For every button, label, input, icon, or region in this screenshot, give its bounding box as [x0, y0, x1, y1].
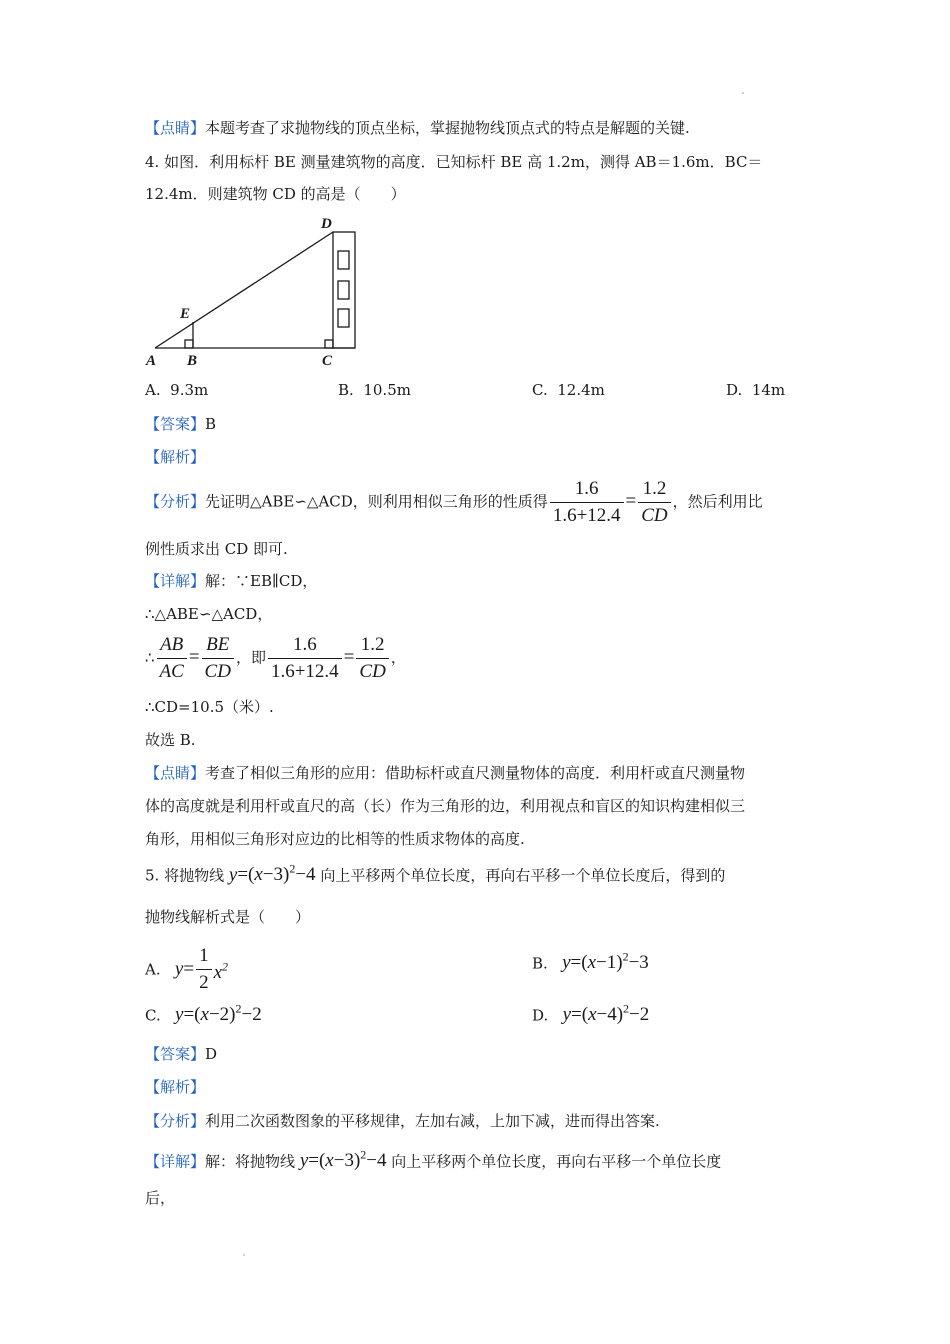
q5-fenxi-text: 利用二次函数图象的平移规律，左加右减，上加下减，进而得出答案. [205, 1112, 660, 1130]
q5-xiangjie [145, 1148, 721, 1172]
q5-answer-value: D [205, 1045, 218, 1063]
label-e: E [180, 306, 191, 322]
q4-stem-line2: 12.4m．则建筑物 CD 的高是（ ） [145, 185, 406, 203]
q4-fenxi [145, 478, 763, 527]
q5-stem-expr: y [228, 864, 238, 886]
q4-step2-mid: ，即 [235, 648, 266, 667]
q4-step4: 故选 B. [145, 731, 196, 749]
right-angle-c [325, 340, 333, 348]
q4-step2-frac3 [268, 634, 342, 683]
q5-xiangjie-line2: 后， [145, 1189, 176, 1207]
q5-fenxi-tag: 【分析】 [145, 1112, 206, 1130]
window-3 [338, 309, 349, 327]
q5-option-a-frac-num: 1 [196, 945, 212, 970]
q3-tip [145, 117, 690, 138]
q4-stem-line1: 4. 如图．利用标杆 BE 测量建筑物的高度．已知标杆 BE 高 1.2m，测得 AB＝1.6m．BC＝ [145, 153, 763, 171]
q5-option-a[interactable] [145, 945, 228, 994]
q4-option-b-key: B. [338, 381, 354, 399]
corner-dot-bottom [243, 1254, 245, 1256]
q5-option-a-frac [196, 945, 212, 994]
q5-option-c-key: C. [145, 1006, 161, 1025]
q5-option-d-expr: $y=(x-4)^2-2$ [562, 1002, 650, 1026]
q4-option-c-key: C. [532, 381, 548, 399]
label-c: C [322, 353, 333, 369]
label-d: D [321, 216, 332, 232]
q5-xiangjie-expr: $y=(x-3)^2-4$ [299, 1148, 387, 1172]
label-a: A [146, 353, 157, 369]
q4-tip-line1 [145, 762, 745, 783]
q4-fenxi-frac2-den: CD [641, 505, 668, 526]
q4-option-a[interactable] [145, 381, 208, 399]
q4-step2-equals1: = [188, 646, 200, 668]
q5-stem-suffix: 向上平移两个单位长度，再向右平移一个单位长度后，得到的 [320, 866, 726, 885]
q4-option-b-value: 10.5m [363, 381, 411, 399]
q3-tip-tag: 【点睛】 [145, 119, 206, 137]
line-ad [155, 232, 333, 348]
q4-fenxi-text1: 先证明△ABE∽△ACD，则利用相似三角形的性质得 [205, 492, 548, 511]
q4-fenxi-frac1-den: 1.6+12.4 [552, 505, 621, 526]
q4-step2-be: BE [202, 634, 234, 659]
window-1 [338, 251, 349, 269]
q5-option-a-x: $x^2$ [213, 959, 229, 983]
q4-step2-equals2: = [343, 646, 355, 668]
q5-fenxi [145, 1110, 660, 1131]
q5-option-b-expr: $y=(x-1)^2-3$ [562, 950, 649, 974]
q4-step2-cd: CD [204, 661, 231, 682]
q5-option-c[interactable] [145, 1002, 262, 1026]
q4-fenxi-text2: ，然后利用比 [672, 492, 763, 511]
q4-option-a-value: 9.3m [170, 381, 209, 399]
q4-step2-frac4 [356, 634, 388, 683]
q5-option-b-key: B. [532, 954, 548, 973]
q5-xiangjie-prefix: 解：将抛物线 [205, 1152, 296, 1171]
q4-analysis-tag: 【解析】 [145, 448, 206, 466]
q4-fenxi-frac2 [638, 478, 670, 527]
q4-step2 [145, 634, 406, 683]
q5-option-d-key: D. [532, 1006, 549, 1025]
q4-fenxi-tag: 【分析】 [145, 492, 206, 511]
q4-step2-frac4-num: 1.2 [356, 634, 388, 659]
q5-answer-tag: 【答案】 [145, 1045, 206, 1063]
q5-stem-expr-rest: $=(x-3)^2-4$ [237, 862, 316, 886]
q4-fenxi-frac1 [550, 478, 624, 527]
q5-answer [145, 1043, 217, 1064]
q4-figure [140, 210, 370, 375]
q4-option-c-value: 12.4m [557, 381, 605, 399]
q4-answer-tag: 【答案】 [145, 415, 206, 433]
q5-stem-line2: 抛物线解析式是（ ） [145, 908, 311, 926]
q4-fenxi-frac1-num: 1.6 [550, 478, 624, 503]
q4-step2-ab: AB [157, 634, 187, 659]
q4-option-d-key: D. [726, 381, 743, 399]
window-2 [338, 281, 349, 299]
q4-xiangjie-text: 解：∵EB∥CD， [205, 572, 318, 590]
q4-tip-tag: 【点睛】 [145, 764, 206, 782]
q5-option-c-expr: $y=(x-2)^2-2$ [175, 1002, 262, 1026]
q4-step2-frac-ab-ac [157, 634, 187, 683]
q5-xiangjie-suffix: 向上平移两个单位长度，再向右平移一个单位长度 [391, 1152, 722, 1171]
q4-tip-line3: 角形，用相似三角形对应边的比相等的性质求物体的高度. [145, 830, 525, 848]
q5-option-a-key: A. [145, 960, 161, 979]
q5-stem-prefix: 5. 将抛物线 [145, 866, 225, 885]
q4-option-d[interactable] [726, 381, 785, 399]
q4-step2-frac4-den: CD [359, 661, 386, 682]
q5-analysis-tag: 【解析】 [145, 1078, 206, 1096]
q4-xiangjie [145, 570, 317, 591]
q5-option-a-frac-den: 2 [199, 972, 209, 993]
q4-step2-ac: AC [159, 661, 184, 682]
building-cd [333, 232, 355, 348]
label-b: B [187, 353, 198, 369]
q4-xiangjie-tag: 【详解】 [145, 572, 206, 590]
q4-option-c[interactable] [532, 381, 605, 399]
q5-xiangjie-tag: 【详解】 [145, 1152, 206, 1171]
q5-option-a-expr: y [174, 958, 184, 980]
q4-fenxi-equals: = [625, 490, 637, 512]
q4-fenxi-frac2-num: 1.2 [638, 478, 670, 503]
q3-tip-text: 本题考查了求抛物线的顶点坐标，掌握抛物线顶点式的特点是解题的关键. [205, 119, 690, 137]
q4-step2-prefix: ∴ [145, 648, 155, 667]
q4-fenxi-line2: 例性质求出 CD 即可. [145, 540, 288, 558]
q4-option-a-key: A. [145, 381, 161, 399]
q4-tip-line2: 体的高度就是利用杆或直尺的高（长）作为三角形的边，利用视点和盲区的知识构建相似三 [145, 797, 746, 815]
q4-option-d-value: 14m [751, 381, 786, 399]
corner-dot-top [742, 92, 744, 94]
q4-tip-text1: 考查了相似三角形的应用：借助标杆或直尺测量物体的高度．利用杆或直尺测量物 [205, 764, 746, 782]
q4-step2-frac3-den: 1.6+12.4 [270, 661, 339, 682]
q4-step1: ∴△ABE∽△ACD， [145, 605, 273, 623]
q4-step3: ∴CD=10.5（米）. [145, 698, 274, 716]
q4-answer-value: B [205, 415, 217, 433]
q4-step2-frac-be-cd [202, 634, 234, 683]
q4-step2-end: ， [390, 648, 406, 667]
q5-stem-line1 [145, 862, 725, 886]
q5-option-a-eq: = [183, 958, 195, 980]
q4-option-b[interactable] [338, 381, 411, 399]
right-angle-b [185, 340, 193, 348]
q4-answer [145, 413, 216, 434]
q4-step2-frac3-num: 1.6 [268, 634, 342, 659]
q5-option-d[interactable] [532, 1002, 649, 1026]
q5-option-b[interactable] [532, 950, 649, 974]
